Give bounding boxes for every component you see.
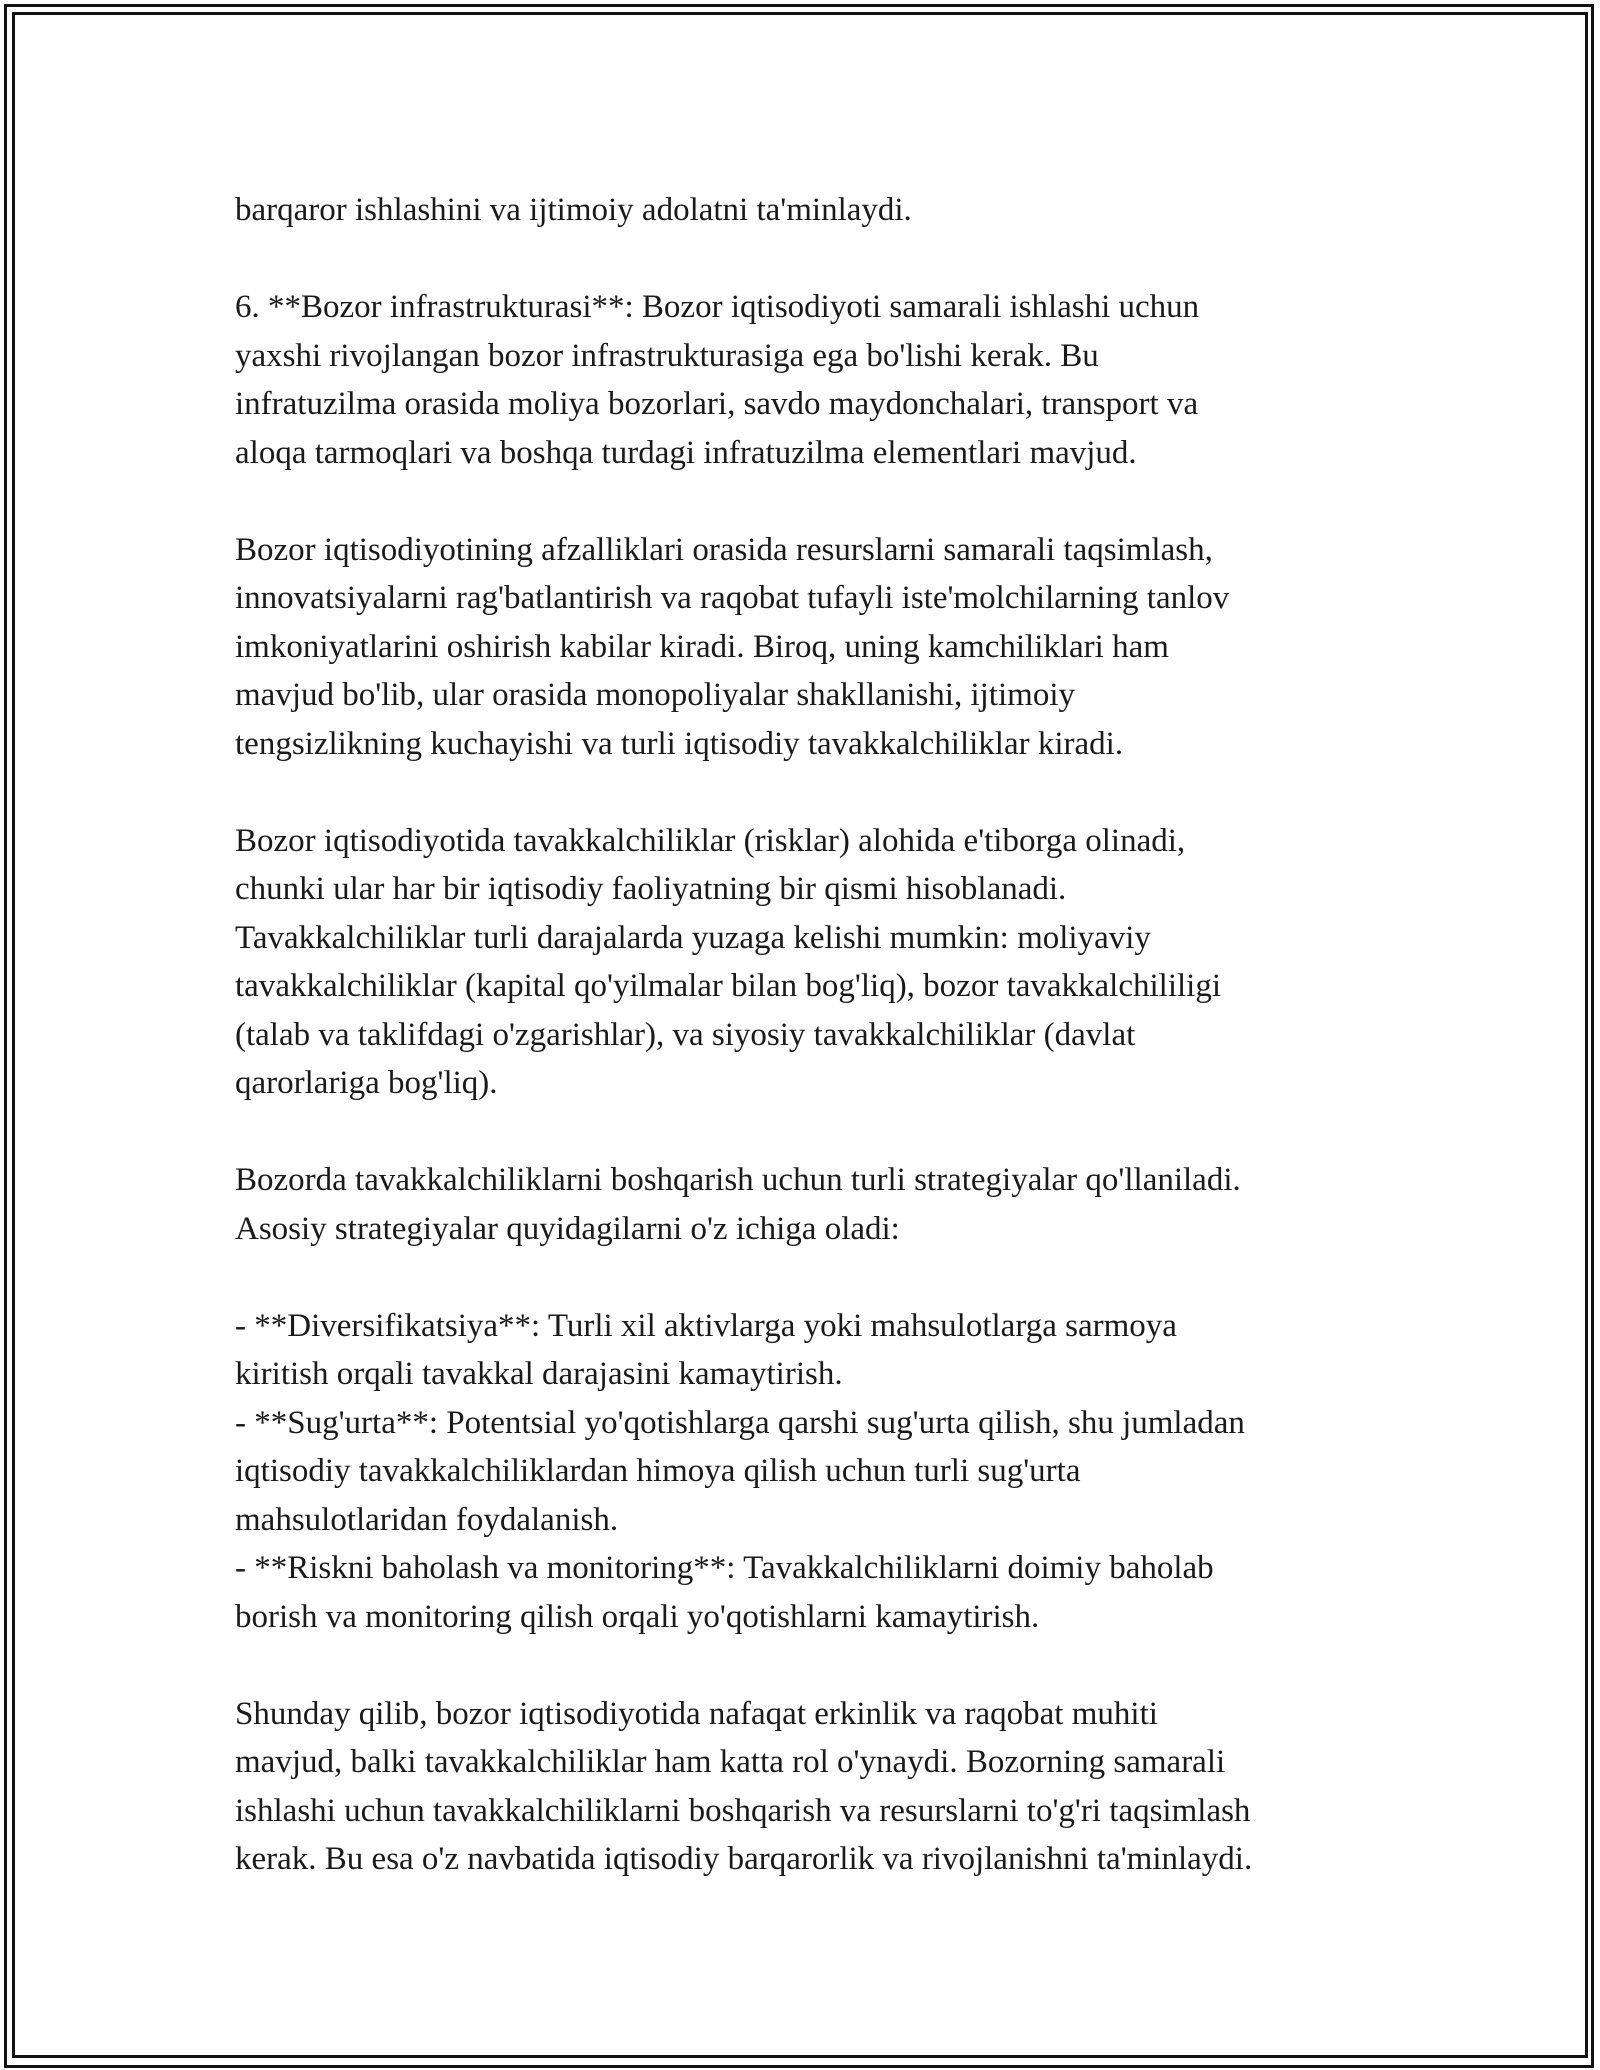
text-line: kerak. Bu esa o'z navbatida iqtisodiy barqarorlik va rivojlanishni ta'minlaydi. bbox=[235, 1841, 1253, 1877]
paragraph-market-infrastructure bbox=[235, 283, 1415, 477]
text-line: Bozorda tavakkalchiliklarni boshqarish uchun turli strategiyalar qo'llaniladi. bbox=[235, 1162, 1241, 1198]
text-line: ishlashi uchun tavakkalchiliklarni boshqarish va resurslarni to'g'ri taqsimlash bbox=[235, 1792, 1251, 1829]
list-item-line: kiritish orqali tavakkal darajasini kamaytirish. bbox=[235, 1356, 843, 1392]
text-line: (talab va taklifdagi o'zgarishlar), va siyosiy tavakkalchiliklar (davlat bbox=[235, 1016, 1136, 1053]
text-line: tengsizlikning kuchayishi va turli iqtisodiy tavakkalchiliklar kiradi. bbox=[235, 725, 1124, 762]
list-item-line: mahsulotlaridan foydalanish. bbox=[235, 1501, 619, 1538]
paragraph-risks bbox=[235, 817, 1415, 1108]
text-line: aloqa tarmoqlari va boshqa turdagi infratuzilma elementlari mavjud. bbox=[235, 434, 1137, 471]
text-line: Bozor iqtisodiyotining afzalliklari orasida resurslarni samarali taqsimlash, bbox=[235, 531, 1213, 568]
text-line: infratuzilma orasida moliya bozorlari, savdo maydonchalari, transport va bbox=[235, 386, 1199, 422]
list-item-line: - **Diversifikatsiya**: Turli xil aktivlarga yoki mahsulotlarga sarmoya bbox=[235, 1307, 1177, 1344]
text-line: barqaror ishlashini va ijtimoiy adolatni ta'minlaydi. bbox=[235, 192, 912, 228]
document-body bbox=[235, 186, 1415, 1932]
list-item-line: borish va monitoring qilish orqali yo'qotishlarni kamaytirish. bbox=[235, 1598, 1040, 1635]
list-item-line: - **Sug'urta**: Potentsial yo'qotishlarga qarshi sug'urta qilish, shu jumladan bbox=[235, 1404, 1245, 1441]
text-line: Shunday qilib, bozor iqtisodiyotida nafaqat erkinlik va raqobat muhiti bbox=[235, 1695, 1158, 1732]
text-line: mavjud bo'lib, ular orasida monopoliyalar shakllanishi, ijtimoiy bbox=[235, 677, 1075, 713]
text-line: qarorlariga bog'liq). bbox=[235, 1065, 498, 1101]
text-line: Asosiy strategiyalar quyidagilarni o'z ichiga oladi: bbox=[235, 1210, 900, 1247]
text-line: mavjud, balki tavakkalchiliklar ham katta rol o'ynaydi. Bozorning samarali bbox=[235, 1744, 1226, 1780]
list-item-line: - **Riskni baholash va monitoring**: Tavakkalchiliklarni doimiy baholab bbox=[235, 1550, 1214, 1586]
text-line: chunki ular har bir iqtisodiy faoliyatning bir qismi hisoblanadi. bbox=[235, 871, 1067, 907]
paragraph-strategies-intro bbox=[235, 1156, 1415, 1253]
text-line: Tavakkalchiliklar turli darajalarda yuzaga kelishi mumkin: moliyaviy bbox=[235, 919, 1151, 956]
text-line: imkoniyatlarini oshirish kabilar kiradi. Biroq, uning kamchiliklari ham bbox=[235, 628, 1169, 665]
text-line: 6. **Bozor infrastrukturasi**: Bozor iqtisodiyoti samarali ishlashi uchun bbox=[235, 289, 1200, 325]
paragraph-advantages bbox=[235, 526, 1415, 769]
text-line: tavakkalchiliklar (kapital qo'yilmalar bilan bog'liq), bozor tavakkalchililigi bbox=[235, 968, 1222, 1004]
text-line: Bozor iqtisodiyotida tavakkalchiliklar (risklar) alohida e'tiborga olinadi, bbox=[235, 822, 1186, 859]
list-item-line: iqtisodiy tavakkalchiliklardan himoya qilish uchun turli sug'urta bbox=[235, 1453, 1081, 1489]
text-line: yaxshi rivojlangan bozor infrastrukturasiga ega bo'lishi kerak. Bu bbox=[235, 337, 1099, 374]
text-line: innovatsiyalarni rag'batlantirish va raqobat tufayli iste'molchilarning tanlov bbox=[235, 580, 1230, 616]
paragraph-continuation bbox=[235, 186, 1415, 235]
paragraph-conclusion bbox=[235, 1690, 1415, 1884]
strategy-list bbox=[235, 1302, 1415, 1642]
